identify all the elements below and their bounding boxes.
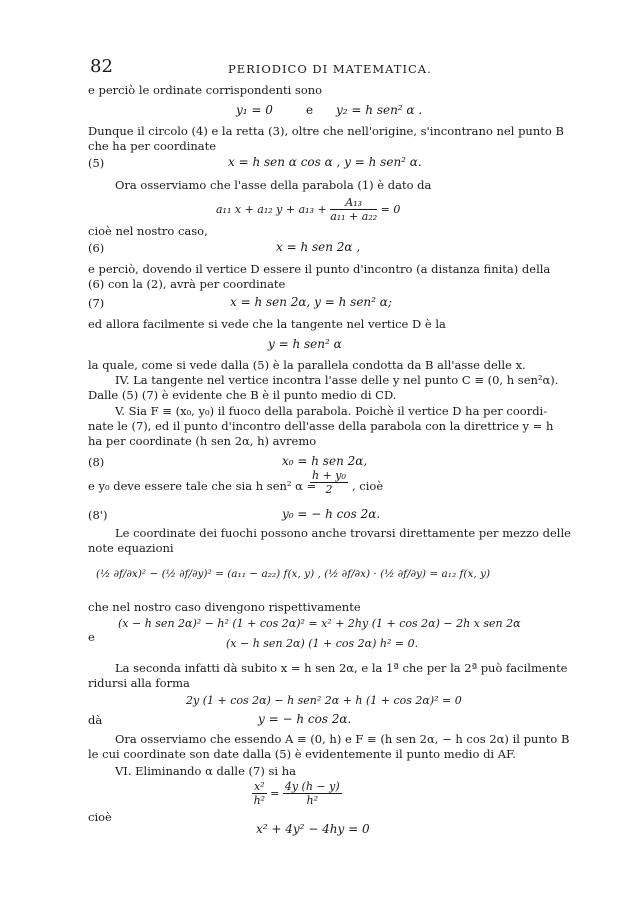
text-line: Le coordinate dei fuochi possono anche trovarsi direttamente per mezzo delle [115,526,571,540]
equation-10: (x − h sen 2α) (1 + cos 2α) h² = 0. [226,637,419,650]
text-line: ha per coordinate (h sen 2α, h) avremo [88,434,317,448]
equation-foci: (½ ∂f/∂x)² − (½ ∂f/∂y)² = (a₁₁ − a₂₂) f(x, y) , (½ ∂f/∂x) · (½ ∂f/∂y) = a₁₂ f(x, y) [96,568,491,580]
text-line: note equazioni [88,541,174,555]
text-line: e y₀ deve essere tale che sia h sen² α = [88,479,317,493]
equation-tangent: y = h sen² α [268,337,342,351]
text-line: V. Sia F ≡ (x₀, y₀) il fuoco della parabola. Poichè il vertice D ha per coordi- [115,404,548,418]
text-line: e perciò, dovendo il vertice D essere il punto d'incontro (a distanza finita) della [88,262,551,276]
text-line: IV. La tangente nel vertice incontra l'asse delle y nel punto C ≡ (0, h sen²α). [115,373,559,387]
equation-7: x = h sen 2α, y = h sen² α; [230,295,392,309]
equation-8: x₀ = h sen 2α, [282,454,368,468]
equation-y0-fraction [310,469,348,496]
text-line: e perciò le ordinate corrispondenti sono [88,83,323,97]
fraction [252,780,267,807]
text-line: La seconda infatti dà subito x = h sen 2α, e la 1ª che per la 2ª può facilmente [115,661,568,675]
equation-y1: y₁ = 0 [236,103,273,117]
fraction-denominator: h² [306,794,318,807]
text-line: Dalle (5) (7) è evidente che B è il punto medio di CD. [88,388,397,402]
equation-14: x² + 4y² − 4hy = 0 [256,822,370,836]
equation-axis [216,196,400,223]
text-line: la quale, come si vede dalla (5) è la parallela condotta da B all'asse delle x. [88,358,526,372]
text-line: dà [88,713,103,727]
text-line: cioè [88,810,112,824]
text-line: che nel nostro caso divengono rispettivamente [88,600,361,614]
equation-8-prime: y₀ = − h cos 2α. [282,507,381,521]
text-line: e [88,630,95,644]
fraction-numerator: 4y (h − y) [284,780,340,793]
equation-11: 2y (1 + cos 2α) − h sen² 2α + h (1 + cos 2α)² = 0 [186,694,462,707]
equation-tag: (6) [88,241,105,255]
equation-12: y = − h cos 2α. [258,712,352,726]
equation-tag: (7) [88,296,105,310]
text-line: , cioè [352,479,384,493]
text-line: le cui coordinate son date dalla (5) è evidentemente il punto medio di AF. [88,747,516,761]
text-line: Ora osserviamo che essendo A ≡ (0, h) e F ≡ (h sen 2α, − h cos 2α) il punto B [115,732,570,746]
text-line: Ora osserviamo che l'asse della parabola (1) è dato da [115,178,432,192]
equation-6: x = h sen 2α , [276,240,361,254]
text-line: nate le (7), ed il punto d'incontro dell'asse della parabola con la direttrice y = h [88,419,554,433]
text-line: che ha per coordinate [88,139,217,153]
equation-tag: (8') [88,508,108,522]
fraction-denominator: a₁₁ + a₂₂ [330,210,378,223]
equation-axis-fraction [330,196,377,223]
equation-axis-lhs: a₁₁ x + a₁₂ y + a₁₃ + [216,203,327,216]
text-line: (6) con la (2), avrà per coordinate [88,277,286,291]
fraction-numerator: h + y₀ [312,469,346,482]
fraction-denominator: h² [253,794,266,807]
equation-y2: y₂ = h sen² α . [336,103,423,117]
fraction-denominator: 2 [325,483,333,496]
text-line: ed allora facilmente si vede che la tangente nel vertice D è la [88,317,446,331]
fraction [283,780,342,807]
page-number: 82 [90,56,113,77]
text-line: cioè nel nostro caso, [88,224,208,238]
text-line: ridursi alla forma [88,676,190,690]
equation-axis-rhs: = 0 [380,203,401,216]
equation-tag: (5) [88,156,105,170]
equation-conj: e [306,103,314,117]
fraction [310,469,348,496]
fraction-numerator: x² [254,780,265,793]
equation-13: $\frac{\text{x²}}{\text{h²}}$ = $\frac{4y (h - y)}{\text{h²}}$ [253,780,340,807]
fraction-numerator: A₁₃ [330,196,377,210]
text-line: VI. Eliminando α dalle (7) si ha [115,764,297,778]
text-line: Dunque il circolo (4) e la retta (3), oltre che nell'origine, s'incontrano nel punto B [88,124,564,138]
equation-5: x = h sen α cos α , y = h sen² α. [228,155,422,169]
running-title: PERIODICO DI MATEMATICA. [228,62,432,76]
equation-tag: (8) [88,455,105,469]
equation-9: (x − h sen 2α)² − h² (1 + cos 2α)² = x² + 2hy (1 + cos 2α) − 2h x sen 2α [118,617,521,630]
